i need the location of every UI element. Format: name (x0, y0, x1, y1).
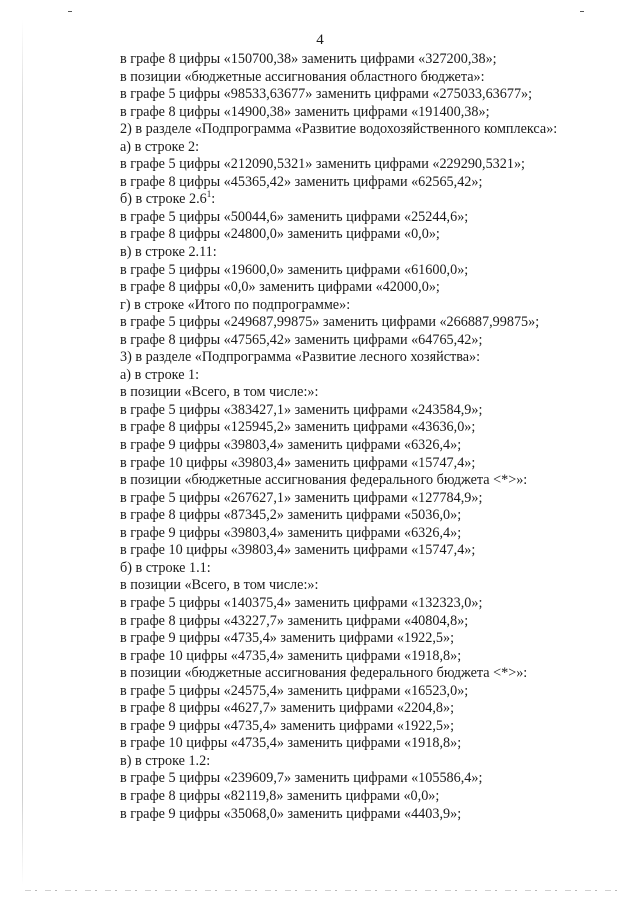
text-line: в графе 8 цифры «47565,42» заменить цифрами «64765,42»; (120, 331, 483, 348)
text-line: в графе 5 цифры «249687,99875» заменить цифрами «266887,99875»; (120, 314, 540, 331)
text-line: в графе 10 цифры «39803,4» заменить цифрами «15747,4»; (120, 454, 476, 471)
text-line: в графе 10 цифры «4735,4» заменить цифрами «1918,8»; (120, 647, 462, 664)
text-line: в) в строке 2.11: (120, 244, 217, 261)
text-line: в графе 9 цифры «4735,4» заменить цифрами «1922,5»; (120, 717, 455, 734)
text-line: в графе 9 цифры «35068,0» заменить цифрами «4403,9»; (120, 805, 462, 822)
amendment-text (120, 51, 620, 823)
text-line: г) в строке «Итого по подпрограмме»: (120, 296, 351, 313)
text-line: в графе 5 цифры «19600,0» заменить цифрами «61600,0»; (120, 261, 469, 278)
text-line: в графе 5 цифры «267627,1» заменить цифрами «127784,9»; (120, 489, 483, 506)
page-number: 4 (316, 32, 324, 48)
text-line: в графе 5 цифры «50044,6» заменить цифрами «25244,6»; (120, 208, 469, 225)
text-line: в графе 5 цифры «212090,5321» заменить цифрами «229290,5321»; (120, 156, 525, 173)
text-line: в графе 10 цифры «39803,4» заменить цифрами «15747,4»; (120, 542, 476, 559)
text-line: в графе 8 цифры «14900,38» заменить цифрами «191400,38»; (120, 103, 490, 120)
text-line-suffix: : (211, 191, 216, 208)
text-line: в графе 8 цифры «4627,7» заменить цифрами «2204,8»; (120, 700, 455, 717)
scan-edge-bottom (25, 890, 625, 891)
text-line: в графе 10 цифры «4735,4» заменить цифрами «1918,8»; (120, 735, 462, 752)
text-line: 3) в разделе «Подпрограмма «Развитие лесного хозяйства»: (120, 349, 481, 366)
text-line: а) в строке 1: (120, 366, 200, 383)
text-line: в графе 5 цифры «383427,1» заменить цифрами «243584,9»; (120, 401, 483, 418)
text-line: в графе 8 цифры «0,0» заменить цифрами «42000,0»; (120, 279, 440, 296)
text-line: в графе 9 цифры «4735,4» заменить цифрами «1922,5»; (120, 630, 455, 647)
scan-edge-left (22, 20, 23, 885)
text-line: в графе 5 цифры «239609,7» заменить цифрами «105586,4»; (120, 770, 483, 787)
scan-speck (580, 11, 584, 12)
text-line: в графе 8 цифры «82119,8» заменить цифрами «0,0»; (120, 787, 440, 804)
superscript-index: 1 (206, 188, 212, 199)
text-line: в графе 8 цифры «43227,7» заменить цифрами «40804,8»; (120, 612, 469, 629)
text-line: в позиции «бюджетные ассигнования областного бюджета»: (120, 68, 485, 85)
text-line: в позиции «бюджетные ассигнования федерального бюджета <*>»: (120, 472, 528, 489)
scan-speck (68, 11, 72, 12)
text-line: в позиции «Всего, в том числе:»: (120, 384, 319, 401)
text-line: в графе 8 цифры «87345,2» заменить цифрами «5036,0»; (120, 507, 462, 524)
text-line: в позиции «Всего, в том числе:»: (120, 577, 319, 594)
text-line (120, 188, 620, 209)
text-line: б) в строке 1.1: (120, 559, 211, 576)
text-line: в графе 9 цифры «39803,4» заменить цифрами «6326,4»; (120, 437, 462, 454)
text-line: в графе 8 цифры «24800,0» заменить цифрами «0,0»; (120, 226, 440, 243)
text-line: в позиции «бюджетные ассигнования федерального бюджета <*>»: (120, 665, 528, 682)
text-line: в графе 5 цифры «140375,4» заменить цифрами «132323,0»; (120, 594, 483, 611)
text-line: в графе 5 цифры «24575,4» заменить цифрами «16523,0»; (120, 682, 469, 699)
text-line-main: б) в строке 2.6 (120, 191, 207, 208)
text-line: в) в строке 1.2: (120, 752, 211, 769)
text-line: в графе 8 цифры «125945,2» заменить цифрами «43636,0»; (120, 419, 476, 436)
text-line: в графе 5 цифры «98533,63677» заменить цифрами «275033,63677»; (120, 86, 533, 103)
text-line: в графе 8 цифры «45365,42» заменить цифрами «62565,42»; (120, 173, 483, 190)
text-line: в графе 8 цифры «150700,38» заменить цифрами «327200,38»; (120, 51, 497, 67)
text-line: а) в строке 2: (120, 138, 200, 155)
text-line: в графе 9 цифры «39803,4» заменить цифрами «6326,4»; (120, 524, 462, 541)
text-line: 2) в разделе «Подпрограмма «Развитие водохозяйственного комплекса»: (120, 121, 558, 138)
